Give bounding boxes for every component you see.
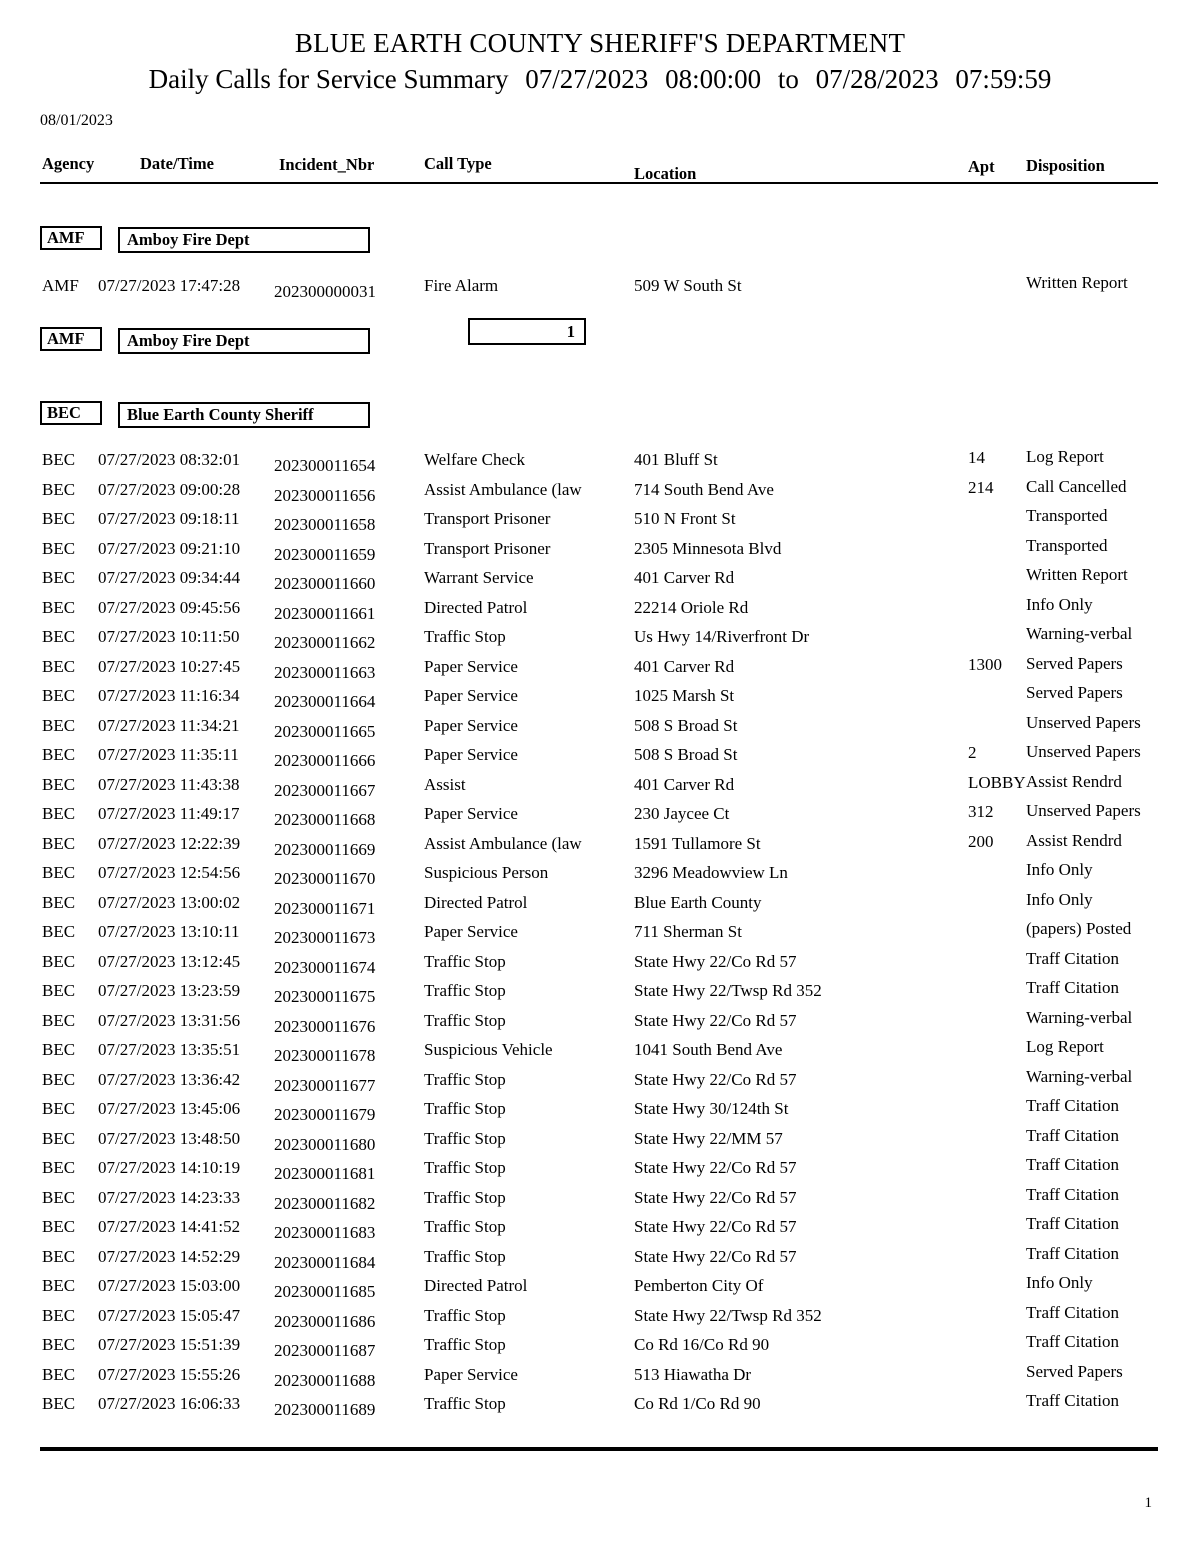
cell-disposition: Call Cancelled bbox=[1026, 476, 1127, 496]
cell-datetime: 07/27/2023 15:05:47 bbox=[98, 1305, 241, 1325]
cell-disposition: Served Papers bbox=[1026, 683, 1123, 702]
cell-call-type: Traffic Stop bbox=[424, 1305, 506, 1325]
cell-datetime: 07/27/2023 08:32:01 bbox=[98, 450, 241, 469]
group-count-value: 1 bbox=[566, 321, 575, 341]
table-column-headers bbox=[0, 152, 1200, 186]
cell-call-type: Suspicious Person bbox=[424, 863, 549, 882]
cell-agency: BEC bbox=[42, 1010, 76, 1030]
cell-apt: LOBBY bbox=[968, 772, 1026, 792]
cell-agency: BEC bbox=[42, 627, 76, 646]
cell-datetime: 07/27/2023 14:41:52 bbox=[98, 1217, 241, 1236]
cell-datetime: 07/27/2023 09:21:10 bbox=[98, 538, 241, 558]
cell-disposition: Info Only bbox=[1026, 889, 1093, 909]
cell-disposition: Served Papers bbox=[1026, 653, 1123, 673]
cell-agency: BEC bbox=[42, 1364, 76, 1384]
cell-incident-nbr: 202300011685 bbox=[274, 1282, 376, 1301]
table-row bbox=[0, 1007, 1200, 1041]
cell-incident-nbr: 202300011666 bbox=[274, 751, 376, 770]
cell-agency: BEC bbox=[42, 509, 76, 528]
cell-location: 2305 Minnesota Blvd bbox=[634, 538, 782, 558]
table-row bbox=[0, 653, 1200, 687]
cell-call-type: Paper Service bbox=[424, 804, 518, 823]
cell-datetime: 07/27/2023 13:48:50 bbox=[98, 1128, 241, 1148]
table-row bbox=[0, 594, 1200, 628]
cell-datetime: 07/27/2023 10:27:45 bbox=[98, 656, 241, 676]
cell-location: State Hwy 22/Co Rd 57 bbox=[634, 1010, 797, 1030]
cell-datetime: 07/27/2023 09:34:44 bbox=[98, 568, 241, 587]
group-footer-code-label: AMF bbox=[47, 329, 85, 348]
cell-agency: BEC bbox=[42, 804, 76, 823]
cell-disposition: (papers) Posted bbox=[1026, 919, 1132, 938]
page-number: 1 bbox=[1144, 1495, 1152, 1511]
cell-location: State Hwy 22/Co Rd 57 bbox=[634, 1069, 797, 1089]
cell-agency: BEC bbox=[42, 922, 76, 941]
cell-apt: 214 bbox=[968, 477, 994, 497]
cell-call-type: Fire Alarm bbox=[424, 276, 499, 295]
cell-location: 3296 Meadowview Ln bbox=[634, 863, 788, 882]
table-row bbox=[0, 1273, 1200, 1306]
cell-agency: AMF bbox=[42, 276, 79, 295]
cell-incident-nbr: 202300011668 bbox=[274, 810, 376, 829]
cell-agency: BEC bbox=[42, 745, 76, 764]
cell-location: 714 South Bend Ave bbox=[634, 479, 774, 499]
group-code-label: AMF bbox=[47, 228, 85, 247]
group-footer-name-label: Amboy Fire Dept bbox=[127, 331, 250, 350]
cell-incident-nbr: 202300011660 bbox=[274, 574, 376, 593]
cell-call-type: Transport Prisoner bbox=[424, 538, 551, 558]
cell-agency: BEC bbox=[42, 1158, 76, 1177]
cell-call-type: Traffic Stop bbox=[424, 1099, 506, 1118]
cell-disposition: Info Only bbox=[1026, 860, 1093, 879]
cell-datetime: 07/27/2023 10:11:50 bbox=[98, 627, 240, 646]
cell-disposition: Warning-verbal bbox=[1026, 1007, 1133, 1027]
cell-agency: BEC bbox=[42, 1335, 76, 1354]
cell-disposition: Traff Citation bbox=[1026, 1243, 1120, 1263]
cell-datetime: 07/27/2023 15:51:39 bbox=[98, 1335, 241, 1354]
column-header-disposition: Disposition bbox=[1026, 156, 1105, 175]
cell-incident-nbr: 202300011689 bbox=[274, 1400, 376, 1419]
cell-location: State Hwy 22/Twsp Rd 352 bbox=[634, 981, 822, 1000]
cell-incident-nbr: 202300011659 bbox=[274, 544, 376, 564]
table-row bbox=[0, 712, 1200, 746]
cell-disposition: Log Report bbox=[1026, 1037, 1104, 1056]
cell-datetime: 07/27/2023 11:34:21 bbox=[98, 715, 240, 735]
column-header-call-type: Call Type bbox=[424, 154, 492, 173]
group-code-label: BEC bbox=[47, 403, 81, 422]
cell-incident-nbr: 202300011678 bbox=[274, 1046, 376, 1065]
table-row bbox=[0, 624, 1200, 657]
cell-call-type: Welfare Check bbox=[424, 450, 526, 469]
cell-apt: 2 bbox=[968, 743, 977, 762]
cell-location: State Hwy 22/MM 57 bbox=[634, 1128, 783, 1148]
cell-agency: BEC bbox=[42, 1187, 76, 1207]
cell-call-type: Transport Prisoner bbox=[424, 509, 551, 528]
cell-call-type: Paper Service bbox=[424, 715, 518, 735]
cell-datetime: 07/27/2023 14:52:29 bbox=[98, 1246, 241, 1266]
group-code-box-bec bbox=[40, 401, 102, 425]
cell-datetime: 07/27/2023 13:35:51 bbox=[98, 1040, 241, 1059]
cell-agency: BEC bbox=[42, 1305, 76, 1325]
cell-agency: BEC bbox=[42, 1040, 76, 1059]
cell-incident-nbr: 202300011667 bbox=[274, 780, 376, 800]
cell-disposition: Traff Citation bbox=[1026, 948, 1120, 968]
cell-incident-nbr: 202300011679 bbox=[274, 1105, 376, 1124]
cell-disposition: Unserved Papers bbox=[1026, 801, 1141, 820]
column-header-location: Location bbox=[634, 164, 697, 183]
cell-incident-nbr: 202300011669 bbox=[274, 839, 376, 859]
cell-location: State Hwy 22/Twsp Rd 352 bbox=[634, 1305, 822, 1325]
cell-incident-nbr: 202300011683 bbox=[274, 1223, 376, 1242]
cell-incident-nbr: 202300011665 bbox=[274, 721, 376, 741]
group-name-box-bec bbox=[118, 402, 370, 428]
cell-location: 513 Hiawatha Dr bbox=[634, 1364, 752, 1384]
cell-call-type: Paper Service bbox=[424, 1364, 518, 1384]
table-row bbox=[0, 1155, 1200, 1188]
cell-incident-nbr: 202300011681 bbox=[274, 1164, 376, 1183]
cell-agency: BEC bbox=[42, 1128, 76, 1148]
cell-location: 510 N Front St bbox=[634, 509, 736, 528]
cell-location: State Hwy 22/Co Rd 57 bbox=[634, 1246, 797, 1266]
range-start-time: 08:00:00 bbox=[665, 64, 762, 94]
cell-datetime: 07/27/2023 12:54:56 bbox=[98, 863, 241, 882]
cell-datetime: 07/27/2023 09:45:56 bbox=[98, 597, 241, 617]
cell-incident-nbr: 202300011670 bbox=[274, 869, 376, 888]
cell-incident-nbr: 202300011682 bbox=[274, 1193, 376, 1213]
cell-call-type: Traffic Stop bbox=[424, 1069, 506, 1089]
cell-agency: BEC bbox=[42, 450, 76, 469]
cell-datetime: 07/27/2023 15:55:26 bbox=[98, 1364, 241, 1384]
cell-location: 1041 South Bend Ave bbox=[634, 1040, 783, 1059]
cell-agency: BEC bbox=[42, 951, 76, 971]
cell-agency: BEC bbox=[42, 863, 76, 882]
footer-rule bbox=[40, 1447, 1158, 1451]
cell-location: State Hwy 22/Co Rd 57 bbox=[634, 1158, 797, 1177]
cell-datetime: 07/27/2023 12:22:39 bbox=[98, 833, 241, 853]
cell-agency: BEC bbox=[42, 892, 76, 912]
cell-call-type: Traffic Stop bbox=[424, 1158, 506, 1177]
group-count-amf bbox=[468, 318, 586, 345]
table-row bbox=[0, 742, 1200, 775]
group-footer-name-box-amf bbox=[118, 328, 370, 354]
cell-datetime: 07/27/2023 13:10:11 bbox=[98, 922, 240, 941]
group-count-box-amf bbox=[468, 318, 586, 345]
cell-incident-nbr: 202300011661 bbox=[274, 603, 376, 623]
cell-agency: BEC bbox=[42, 686, 76, 705]
cell-disposition: Traff Citation bbox=[1026, 1214, 1120, 1233]
cell-disposition: Info Only bbox=[1026, 594, 1093, 614]
header-rule bbox=[40, 182, 1158, 184]
cell-incident-nbr: 202300011662 bbox=[274, 633, 376, 652]
cell-call-type: Paper Service bbox=[424, 686, 518, 705]
cell-location: 509 W South St bbox=[634, 276, 742, 295]
cell-location: State Hwy 30/124th St bbox=[634, 1099, 789, 1118]
group-name-label: Amboy Fire Dept bbox=[127, 230, 250, 249]
cell-disposition: Warning-verbal bbox=[1026, 624, 1133, 643]
cell-datetime: 07/27/2023 11:16:34 bbox=[98, 686, 240, 705]
table-row bbox=[0, 447, 1200, 480]
cell-location: 22214 Oriole Rd bbox=[634, 597, 749, 617]
table-row bbox=[0, 801, 1200, 834]
cell-location: Blue Earth County bbox=[634, 892, 762, 912]
cell-apt: 312 bbox=[968, 802, 994, 821]
cell-datetime: 07/27/2023 13:45:06 bbox=[98, 1099, 241, 1118]
cell-location: Us Hwy 14/Riverfront Dr bbox=[634, 627, 810, 646]
cell-call-type: Assist Ambulance (law bbox=[424, 833, 582, 853]
cell-disposition: Written Report bbox=[1026, 273, 1128, 292]
cell-disposition: Traff Citation bbox=[1026, 1096, 1120, 1115]
cell-disposition: Transported bbox=[1026, 506, 1108, 525]
cell-datetime: 07/27/2023 13:23:59 bbox=[98, 981, 241, 1000]
cell-call-type: Directed Patrol bbox=[424, 1276, 528, 1295]
cell-incident-nbr: 202300011677 bbox=[274, 1075, 376, 1095]
cell-disposition: Assist Rendrd bbox=[1026, 830, 1122, 850]
table-row bbox=[0, 506, 1200, 539]
range-end-time: 07:59:59 bbox=[955, 64, 1052, 94]
table-row bbox=[0, 1037, 1200, 1070]
cell-agency: BEC bbox=[42, 1217, 76, 1236]
cell-datetime: 07/27/2023 09:18:11 bbox=[98, 509, 240, 528]
column-header-datetime: Date/Time bbox=[140, 154, 214, 173]
group-name-label: Blue Earth County Sheriff bbox=[127, 405, 314, 424]
cell-call-type: Assist Ambulance (law bbox=[424, 479, 582, 499]
table-row bbox=[0, 273, 1200, 306]
cell-datetime: 07/27/2023 14:10:19 bbox=[98, 1158, 241, 1177]
table-row bbox=[0, 1391, 1200, 1424]
group-code-box-amf bbox=[40, 226, 102, 250]
cell-call-type: Directed Patrol bbox=[424, 597, 528, 617]
table-row bbox=[0, 860, 1200, 893]
table-row bbox=[0, 683, 1200, 716]
cell-disposition: Unserved Papers bbox=[1026, 712, 1141, 732]
cell-disposition: Assist Rendrd bbox=[1026, 771, 1122, 791]
cell-agency: BEC bbox=[42, 715, 76, 735]
table-row bbox=[0, 1125, 1200, 1159]
cell-datetime: 07/27/2023 11:35:11 bbox=[98, 745, 239, 764]
cell-datetime: 07/27/2023 13:00:02 bbox=[98, 892, 241, 912]
cell-agency: BEC bbox=[42, 479, 76, 499]
cell-datetime: 07/27/2023 16:06:33 bbox=[98, 1394, 241, 1413]
cell-call-type: Directed Patrol bbox=[424, 892, 528, 912]
table-row bbox=[0, 1332, 1200, 1365]
cell-call-type: Traffic Stop bbox=[424, 1128, 506, 1148]
column-header-incident-nbr: Incident_Nbr bbox=[279, 155, 375, 174]
table-row bbox=[0, 1361, 1200, 1395]
cell-call-type: Traffic Stop bbox=[424, 1187, 506, 1207]
cell-disposition: Info Only bbox=[1026, 1273, 1093, 1292]
cell-datetime: 07/27/2023 09:00:28 bbox=[98, 479, 241, 499]
table-row bbox=[0, 948, 1200, 982]
cell-location: 711 Sherman St bbox=[634, 922, 742, 941]
cell-incident-nbr: 202300011658 bbox=[274, 515, 376, 534]
cell-datetime: 07/27/2023 13:12:45 bbox=[98, 951, 241, 971]
cell-call-type: Traffic Stop bbox=[424, 1217, 506, 1236]
cell-incident-nbr: 202300011680 bbox=[274, 1134, 376, 1154]
cell-disposition: Traff Citation bbox=[1026, 978, 1120, 997]
cell-apt: 1300 bbox=[968, 654, 1002, 674]
cell-incident-nbr: 202300011676 bbox=[274, 1016, 376, 1036]
cell-incident-nbr: 202300011664 bbox=[274, 692, 376, 711]
cell-location: 230 Jaycee Ct bbox=[634, 804, 730, 823]
cell-agency: BEC bbox=[42, 538, 76, 558]
cell-disposition: Warning-verbal bbox=[1026, 1066, 1133, 1086]
cell-incident-nbr: 202300011674 bbox=[274, 957, 376, 977]
column-header-apt: Apt bbox=[968, 157, 995, 176]
cell-datetime: 07/27/2023 13:36:42 bbox=[98, 1069, 241, 1089]
cell-location: 1591 Tullamore St bbox=[634, 833, 761, 853]
cell-location: 508 S Broad St bbox=[634, 745, 738, 764]
cell-disposition: Traff Citation bbox=[1026, 1125, 1120, 1145]
table-row bbox=[0, 535, 1200, 569]
cell-incident-nbr: 202300011688 bbox=[274, 1370, 376, 1390]
cell-agency: BEC bbox=[42, 1099, 76, 1118]
cell-call-type: Traffic Stop bbox=[424, 1335, 506, 1354]
cell-call-type: Traffic Stop bbox=[424, 1010, 506, 1030]
cell-apt: 200 bbox=[968, 831, 994, 851]
cell-disposition: Transported bbox=[1026, 535, 1108, 555]
subtitle-label: Daily Calls for Service Summary bbox=[148, 64, 509, 94]
cell-incident-nbr: 202300011654 bbox=[274, 456, 376, 475]
cell-call-type: Traffic Stop bbox=[424, 1246, 506, 1266]
cell-incident-nbr: 202300011656 bbox=[274, 485, 376, 505]
cell-call-type: Traffic Stop bbox=[424, 627, 506, 646]
table-row bbox=[0, 919, 1200, 952]
range-start-date: 07/27/2023 bbox=[525, 64, 649, 94]
cell-agency: BEC bbox=[42, 774, 76, 794]
cell-location: State Hwy 22/Co Rd 57 bbox=[634, 951, 797, 971]
cell-incident-nbr: 202300011673 bbox=[274, 928, 376, 947]
cell-location: Co Rd 16/Co Rd 90 bbox=[634, 1335, 770, 1354]
cell-agency: BEC bbox=[42, 1394, 76, 1413]
cell-agency: BEC bbox=[42, 656, 76, 676]
cell-incident-nbr: 202300011671 bbox=[274, 898, 376, 918]
group-name-box-amf bbox=[118, 227, 370, 253]
cell-disposition: Log Report bbox=[1026, 447, 1104, 466]
cell-agency: BEC bbox=[42, 597, 76, 617]
cell-location: 1025 Marsh St bbox=[634, 686, 735, 705]
cell-call-type: Traffic Stop bbox=[424, 1394, 506, 1413]
table-row bbox=[0, 771, 1200, 805]
cell-disposition: Traff Citation bbox=[1026, 1391, 1120, 1410]
cell-call-type: Assist bbox=[424, 774, 466, 794]
cell-datetime: 07/27/2023 15:03:00 bbox=[98, 1276, 241, 1295]
cell-disposition: Written Report bbox=[1026, 565, 1128, 584]
cell-datetime: 07/27/2023 14:23:33 bbox=[98, 1187, 241, 1207]
cell-apt: 14 bbox=[968, 448, 985, 467]
cell-agency: BEC bbox=[42, 1276, 76, 1295]
cell-disposition: Traff Citation bbox=[1026, 1184, 1120, 1204]
print-date: 08/01/2023 bbox=[40, 112, 113, 129]
range-separator: to bbox=[777, 64, 799, 94]
cell-location: 508 S Broad St bbox=[634, 715, 738, 735]
table-row bbox=[0, 978, 1200, 1011]
cell-incident-nbr: 202300011686 bbox=[274, 1311, 376, 1331]
cell-datetime: 07/27/2023 11:49:17 bbox=[98, 804, 240, 823]
cell-datetime: 07/27/2023 17:47:28 bbox=[98, 276, 241, 295]
table-row bbox=[0, 476, 1200, 510]
table-row bbox=[0, 1243, 1200, 1277]
cell-disposition: Traff Citation bbox=[1026, 1332, 1120, 1351]
cell-incident-nbr: 202300011663 bbox=[274, 662, 376, 682]
cell-disposition: Unserved Papers bbox=[1026, 742, 1141, 761]
cell-datetime: 07/27/2023 13:31:56 bbox=[98, 1010, 241, 1030]
cell-disposition: Traff Citation bbox=[1026, 1155, 1120, 1174]
table-row bbox=[0, 1214, 1200, 1247]
table-row bbox=[0, 565, 1200, 598]
table-row bbox=[0, 889, 1200, 923]
cell-location: 401 Carver Rd bbox=[634, 568, 735, 587]
cell-agency: BEC bbox=[42, 1069, 76, 1089]
table-rows-bec bbox=[0, 447, 1200, 1424]
cell-agency: BEC bbox=[42, 981, 76, 1000]
cell-location: 401 Carver Rd bbox=[634, 656, 735, 676]
cell-location: State Hwy 22/Co Rd 57 bbox=[634, 1217, 797, 1236]
range-end-date: 07/28/2023 bbox=[815, 64, 939, 94]
group-footer-code-box-amf bbox=[40, 327, 102, 351]
report-subtitle bbox=[0, 64, 1200, 95]
cell-agency: BEC bbox=[42, 833, 76, 853]
cell-incident-nbr: 202300000031 bbox=[274, 282, 376, 301]
cell-call-type: Paper Service bbox=[424, 922, 518, 941]
cell-disposition: Traff Citation bbox=[1026, 1302, 1120, 1322]
table-row bbox=[0, 1096, 1200, 1129]
cell-incident-nbr: 202300011684 bbox=[274, 1252, 376, 1272]
cell-call-type: Traffic Stop bbox=[424, 981, 506, 1000]
table-row bbox=[0, 1184, 1200, 1218]
table-row bbox=[0, 1302, 1200, 1336]
cell-location: Co Rd 1/Co Rd 90 bbox=[634, 1394, 761, 1413]
column-header-agency: Agency bbox=[42, 154, 95, 173]
cell-location: Pemberton City Of bbox=[634, 1276, 764, 1295]
cell-incident-nbr: 202300011675 bbox=[274, 987, 376, 1006]
table-rows-amf bbox=[0, 273, 1200, 306]
cell-location: State Hwy 22/Co Rd 57 bbox=[634, 1187, 797, 1207]
cell-datetime: 07/27/2023 11:43:38 bbox=[98, 774, 240, 794]
cell-disposition: Served Papers bbox=[1026, 1361, 1123, 1381]
cell-location: 401 Bluff St bbox=[634, 450, 718, 469]
cell-call-type: Paper Service bbox=[424, 745, 518, 764]
cell-incident-nbr: 202300011687 bbox=[274, 1341, 376, 1360]
cell-call-type: Warrant Service bbox=[424, 568, 534, 587]
cell-agency: BEC bbox=[42, 1246, 76, 1266]
cell-call-type: Traffic Stop bbox=[424, 951, 506, 971]
cell-call-type: Suspicious Vehicle bbox=[424, 1040, 553, 1059]
table-row bbox=[0, 1066, 1200, 1100]
cell-call-type: Paper Service bbox=[424, 656, 518, 676]
table-row bbox=[0, 830, 1200, 864]
cell-agency: BEC bbox=[42, 568, 76, 587]
page-title: BLUE EARTH COUNTY SHERIFF'S DEPARTMENT bbox=[294, 28, 906, 58]
cell-location: 401 Carver Rd bbox=[634, 774, 735, 794]
